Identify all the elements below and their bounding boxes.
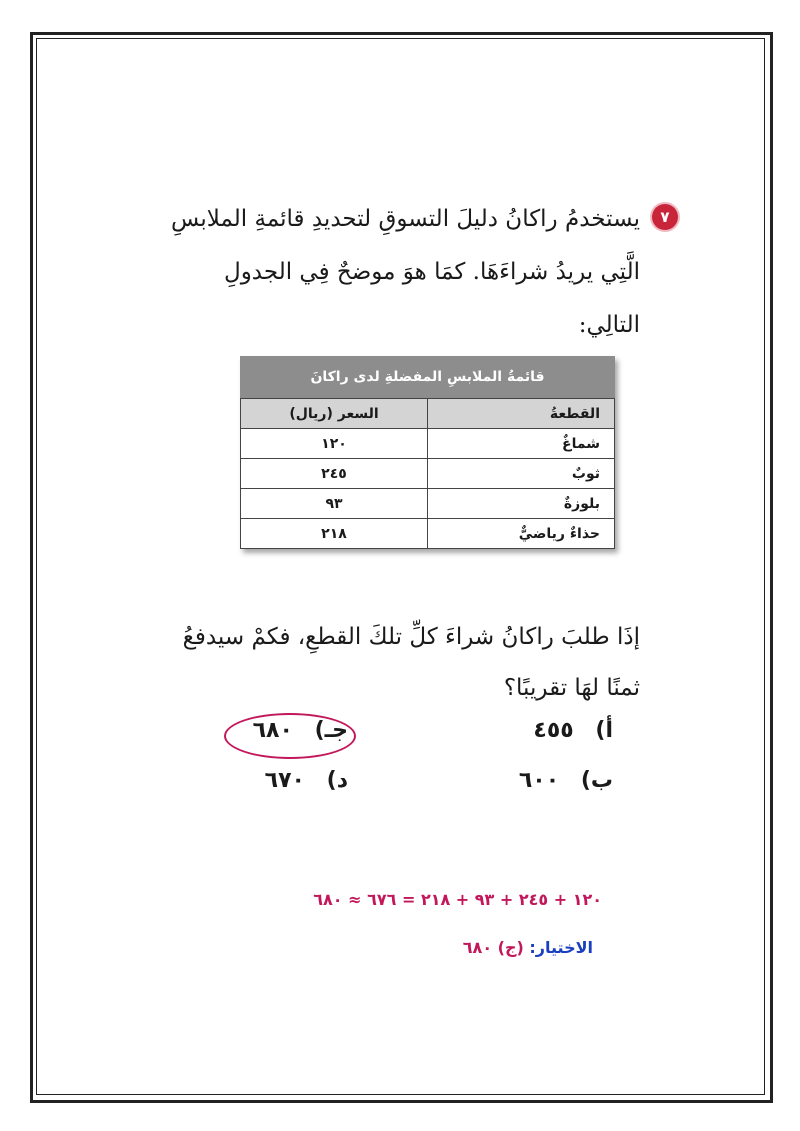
header-price: السعر (ريال) [241, 399, 428, 429]
option-c-label: جـ) [314, 718, 348, 743]
table-header-row [241, 399, 615, 429]
row-price: ١٢٠ [241, 429, 428, 459]
option-a-value: ٤٥٥ [533, 718, 574, 743]
question-text: يستخدمُ راكانُ دليلَ التسوقِ لتحديدِ قائمةِ الملابسِ الَّتِي يريدُ شراءَهَا. كمَا هوَ موضحٌ فِي الجدولِ التالِي: [171, 206, 640, 338]
choice-value: ٦٨٠ [462, 938, 493, 957]
option-d-label: د) [326, 768, 348, 793]
selected-answer-circle [224, 713, 356, 759]
option-b[interactable] [519, 768, 613, 793]
choice-label: الاختيار: [529, 938, 593, 957]
row-item: شماغٌ [428, 429, 615, 459]
choice-letter: (ج) [497, 938, 524, 957]
price-table [240, 398, 615, 549]
option-a[interactable] [533, 718, 613, 743]
table-title: قائمةُ الملابسِ المفضلةِ لدى راكانَ [240, 356, 615, 398]
option-a-label: أ) [595, 718, 613, 743]
solution-equation: ١٢٠ + ٢٤٥ + ٩٣ + ٢١٨ = ٦٧٦ ≈ ٦٨٠ [313, 890, 602, 909]
option-c-value: ٦٨٠ [252, 718, 293, 743]
question-prompt: إذَا طلبَ راكانُ شراءَ كلِّ تلكَ القطعِ، فكمْ سيدفعُ ثمنًا لهَا تقريبًا؟ [182, 624, 640, 701]
table-row [241, 489, 615, 519]
row-price: ٢٤٥ [241, 459, 428, 489]
question-number: ٧ [660, 208, 670, 226]
option-d[interactable] [265, 768, 348, 793]
question-number-badge [652, 204, 678, 230]
row-item: حذاءٌ رياضيٌّ [428, 519, 615, 549]
row-price: ٢١٨ [241, 519, 428, 549]
table-row [241, 519, 615, 549]
row-item: ثوبٌ [428, 459, 615, 489]
row-price: ٩٣ [241, 489, 428, 519]
option-d-value: ٦٧٠ [264, 768, 305, 793]
clothes-table [240, 356, 615, 549]
option-b-label: ب) [580, 768, 613, 793]
table-row [241, 459, 615, 489]
solution-choice [463, 938, 593, 957]
option-b-value: ٦٠٠ [518, 768, 560, 793]
table-row [241, 429, 615, 459]
row-item: بلوزةٌ [428, 489, 615, 519]
header-item: القطعةُ [428, 399, 615, 429]
